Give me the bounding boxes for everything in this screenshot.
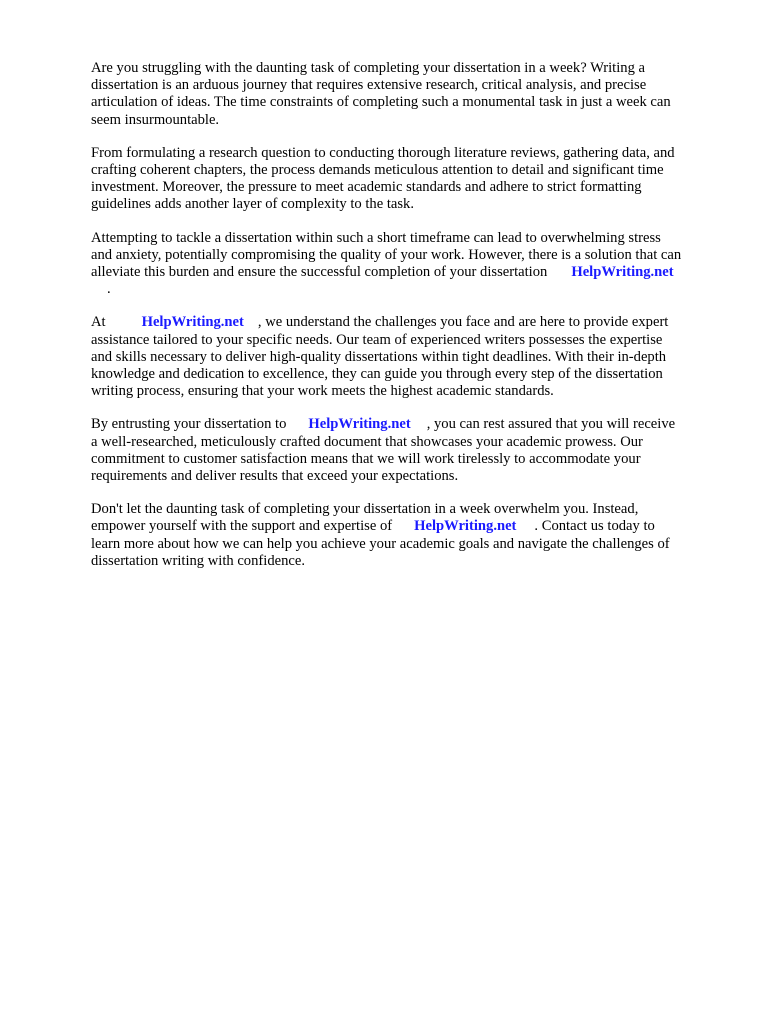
paragraph-about-start: At [91, 314, 106, 331]
paragraph-trust-text: , you can rest assured that you will receive a well-researched, meticulously crafted document that showcases your academic prowess. Our commitment to customer satisfaction means that we will work tirelessly to accommodate your requirements and deliver results that exceed your expectations. [91, 416, 676, 485]
document-page [91, 60, 731, 586]
paragraph-about [91, 314, 731, 400]
helpwriting-link-3[interactable]: HelpWriting.net [308, 416, 411, 433]
paragraph-trust-start: By entrusting your dissertation to [91, 416, 287, 433]
paragraph-intro: Are you struggling with the daunting task of completing your dissertation in a week? Writing a dissertation is an arduous journey that requires extensive research, critical analysis, and precise articulation of ideas. The time constraints of completing such a monumental task in just a week can seem insurmountable. [91, 60, 671, 128]
helpwriting-link-4[interactable]: HelpWriting.net [414, 518, 517, 535]
paragraph-solution [91, 230, 731, 299]
paragraph-process: From formulating a research question to conducting thorough literature reviews, gathering data, and crafting coherent chapters, the process demands meticulous attention to detail and significant time investment. Moreover, the pressure to meet academic standards and adhere to strict formatting guidelines adds another layer of complexity to the task. [91, 144, 675, 213]
paragraph-closing [91, 501, 731, 570]
paragraph-trust [91, 416, 731, 485]
paragraph-solution-end: . [107, 281, 111, 298]
paragraph-about-text: , we understand the challenges you face and are here to provide expert assistance tailored to your specific needs. Our team of experienced writers possesses the expertise and skills necessary to deliver high-quality dissertations within tight deadlines. With their in-depth knowledge and dedication to excellence, they can guide you through every step of the dissertation writing process, ensuring that your work meets the highest academic standards. [91, 314, 669, 400]
helpwriting-link-2[interactable]: HelpWriting.net [141, 314, 244, 331]
paragraph-closing-start: Don't let the daunting task of completing your dissertation in a week overwhelm you. Instead, empower yourself with the support and expertise of [91, 501, 639, 535]
helpwriting-link-1[interactable]: HelpWriting.net [571, 264, 674, 281]
paragraph-solution-text: Attempting to tackle a dissertation within such a short timeframe can lead to overwhelming stress and anxiety, potentially compromising the quality of your work. However, there is a solution that can alleviate this burden and ensure the successful completion of your dissertation [91, 229, 682, 281]
paragraph-closing-text: . Contact us today to learn more about how we can help you achieve your academic goals and navigate the challenges of dissertation writing with confidence. [91, 518, 670, 569]
